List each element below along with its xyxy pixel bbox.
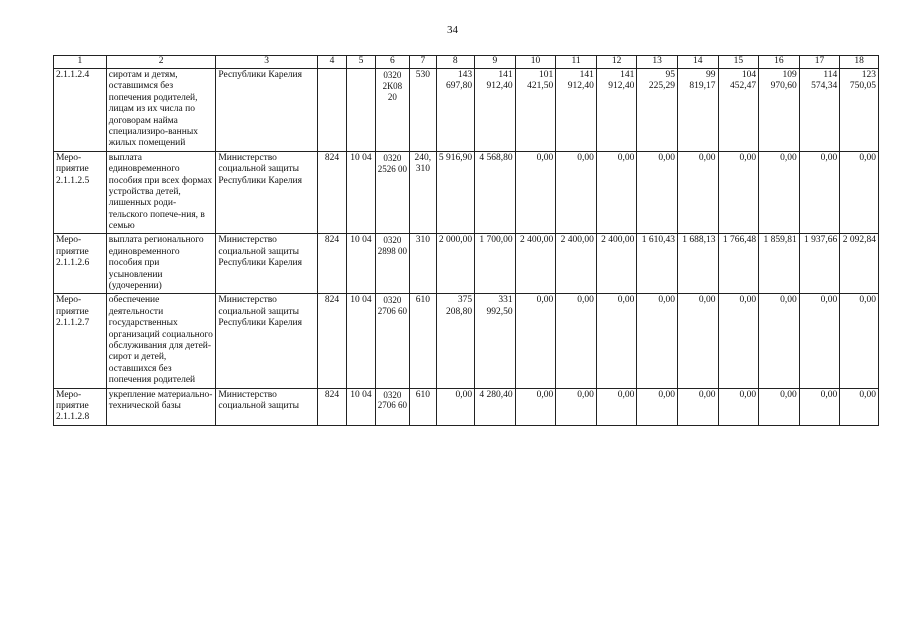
amount-cell: 0,00 [677,388,718,425]
amount-cell: 2 400,00 [515,234,556,294]
amount-cell: 0,00 [759,388,800,425]
amount-cell: 0,00 [637,151,678,234]
executor-cell: Министерство социальной защиты [216,388,317,425]
table-body [54,69,879,426]
amount-cell: 331 992,50 [475,294,516,388]
amount-cell: 143 697,80 [436,69,475,152]
rzpr-cell: 10 04 [347,388,375,425]
amount-cell: 0,00 [718,388,759,425]
amount-cell: 375 208,80 [436,294,475,388]
column-header: 8 [436,56,475,69]
amount-cell: 0,00 [718,151,759,234]
executor-cell: Министерство социальной защиты Республики Карелия [216,234,317,294]
rzpr-cell: 10 04 [347,294,375,388]
column-header: 4 [317,56,346,69]
amount-cell: 0,00 [799,151,840,234]
amount-cell: 0,00 [436,388,475,425]
column-header: 6 [375,56,410,69]
csr-cell: 0320 2706 60 [375,388,410,425]
header-row [54,56,879,69]
grbs-cell: 824 [317,234,346,294]
amount-cell: 2 400,00 [596,234,637,294]
amount-cell: 0,00 [799,388,840,425]
amount-cell: 123 750,05 [840,69,879,152]
amount-cell: 109 970,60 [759,69,800,152]
amount-cell: 0,00 [596,388,637,425]
rzpr-cell: 10 04 [347,234,375,294]
csr-cell: 0320 2526 00 [375,151,410,234]
column-header: 5 [347,56,375,69]
amount-cell: 1 688,13 [677,234,718,294]
amount-cell: 0,00 [840,151,879,234]
column-header: 1 [54,56,107,69]
amount-cell: 0,00 [596,151,637,234]
vr-cell: 530 [410,69,436,152]
csr-cell: 0320 2706 60 [375,294,410,388]
column-header: 13 [637,56,678,69]
amount-cell: 2 000,00 [436,234,475,294]
executor-cell: Министерство социальной защиты Республики Карелия [216,294,317,388]
grbs-cell [317,69,346,152]
amount-cell: 1 700,00 [475,234,516,294]
amount-cell: 1 937,66 [799,234,840,294]
measure-name-cell: выплата единовременного пособия при всех формах устройства детей, лишенных роди-тельского попече-ния, в семью [106,151,216,234]
amount-cell: 0,00 [515,388,556,425]
measure-name-cell: сиротам и детям, оставшимся без попечения родителей, лицам из их числа по договорам найма специализиро-ванных жилых помещений [106,69,216,152]
column-header: 2 [106,56,216,69]
row-id-cell: Меро-приятие 2.1.1.2.7 [54,294,107,388]
table-row [54,234,879,294]
column-header: 17 [799,56,840,69]
amount-cell: 0,00 [556,294,597,388]
executor-cell: Республики Карелия [216,69,317,152]
amount-cell: 4 568,80 [475,151,516,234]
amount-cell: 0,00 [556,151,597,234]
column-header: 11 [556,56,597,69]
row-id-cell: Меро-приятие 2.1.1.2.5 [54,151,107,234]
grbs-cell: 824 [317,388,346,425]
column-header: 9 [475,56,516,69]
column-header: 3 [216,56,317,69]
amount-cell: 0,00 [799,294,840,388]
amount-cell: 0,00 [596,294,637,388]
amount-cell: 4 280,40 [475,388,516,425]
rzpr-cell [347,69,375,152]
amount-cell: 0,00 [637,388,678,425]
amount-cell: 0,00 [556,388,597,425]
csr-cell: 0320 2К08 20 [375,69,410,152]
amount-cell: 2 092,84 [840,234,879,294]
amount-cell: 0,00 [515,151,556,234]
rzpr-cell: 10 04 [347,151,375,234]
grbs-cell: 824 [317,294,346,388]
column-header: 18 [840,56,879,69]
page-number: 34 [447,24,458,36]
amount-cell: 95 225,29 [637,69,678,152]
amount-cell: 141 912,40 [596,69,637,152]
table-row [54,388,879,425]
amount-cell: 0,00 [759,151,800,234]
amount-cell: 0,00 [637,294,678,388]
amount-cell: 114 574,34 [799,69,840,152]
row-id-cell: Меро-приятие 2.1.1.2.8 [54,388,107,425]
amount-cell: 2 400,00 [556,234,597,294]
measure-name-cell: выплата регионального единовременного пособия при усыновлении (удочерении) [106,234,216,294]
vr-cell: 310 [410,234,436,294]
column-header: 16 [759,56,800,69]
amount-cell: 141 912,40 [475,69,516,152]
executor-cell: Министерство социальной защиты Республики Карелия [216,151,317,234]
table-row [54,69,879,152]
column-header: 7 [410,56,436,69]
amount-cell: 0,00 [840,388,879,425]
amount-cell: 0,00 [677,294,718,388]
measure-name-cell: укрепление материально-технической базы [106,388,216,425]
amount-cell: 5 916,90 [436,151,475,234]
csr-cell: 0320 2898 00 [375,234,410,294]
amount-cell: 141 912,40 [556,69,597,152]
amount-cell: 1 859,81 [759,234,800,294]
table-row [54,151,879,234]
amount-cell: 1 766,48 [718,234,759,294]
row-id-cell: 2.1.1.2.4 [54,69,107,152]
column-header: 12 [596,56,637,69]
table-row [54,294,879,388]
column-header: 15 [718,56,759,69]
column-header: 10 [515,56,556,69]
amount-cell: 0,00 [718,294,759,388]
amount-cell: 99 819,17 [677,69,718,152]
column-header: 14 [677,56,718,69]
amount-cell: 0,00 [840,294,879,388]
vr-cell: 610 [410,388,436,425]
amount-cell: 104 452,47 [718,69,759,152]
vr-cell: 610 [410,294,436,388]
amount-cell: 0,00 [677,151,718,234]
vr-cell: 240, 310 [410,151,436,234]
measure-name-cell: обеспечение деятельности государственных организаций социального обслуживания для детей-сирот и детей, оставшихся без попечения родителей [106,294,216,388]
amount-cell: 101 421,50 [515,69,556,152]
amount-cell: 0,00 [759,294,800,388]
row-id-cell: Меро-приятие 2.1.1.2.6 [54,234,107,294]
grbs-cell: 824 [317,151,346,234]
amount-cell: 1 610,43 [637,234,678,294]
budget-table [53,55,879,426]
amount-cell: 0,00 [515,294,556,388]
